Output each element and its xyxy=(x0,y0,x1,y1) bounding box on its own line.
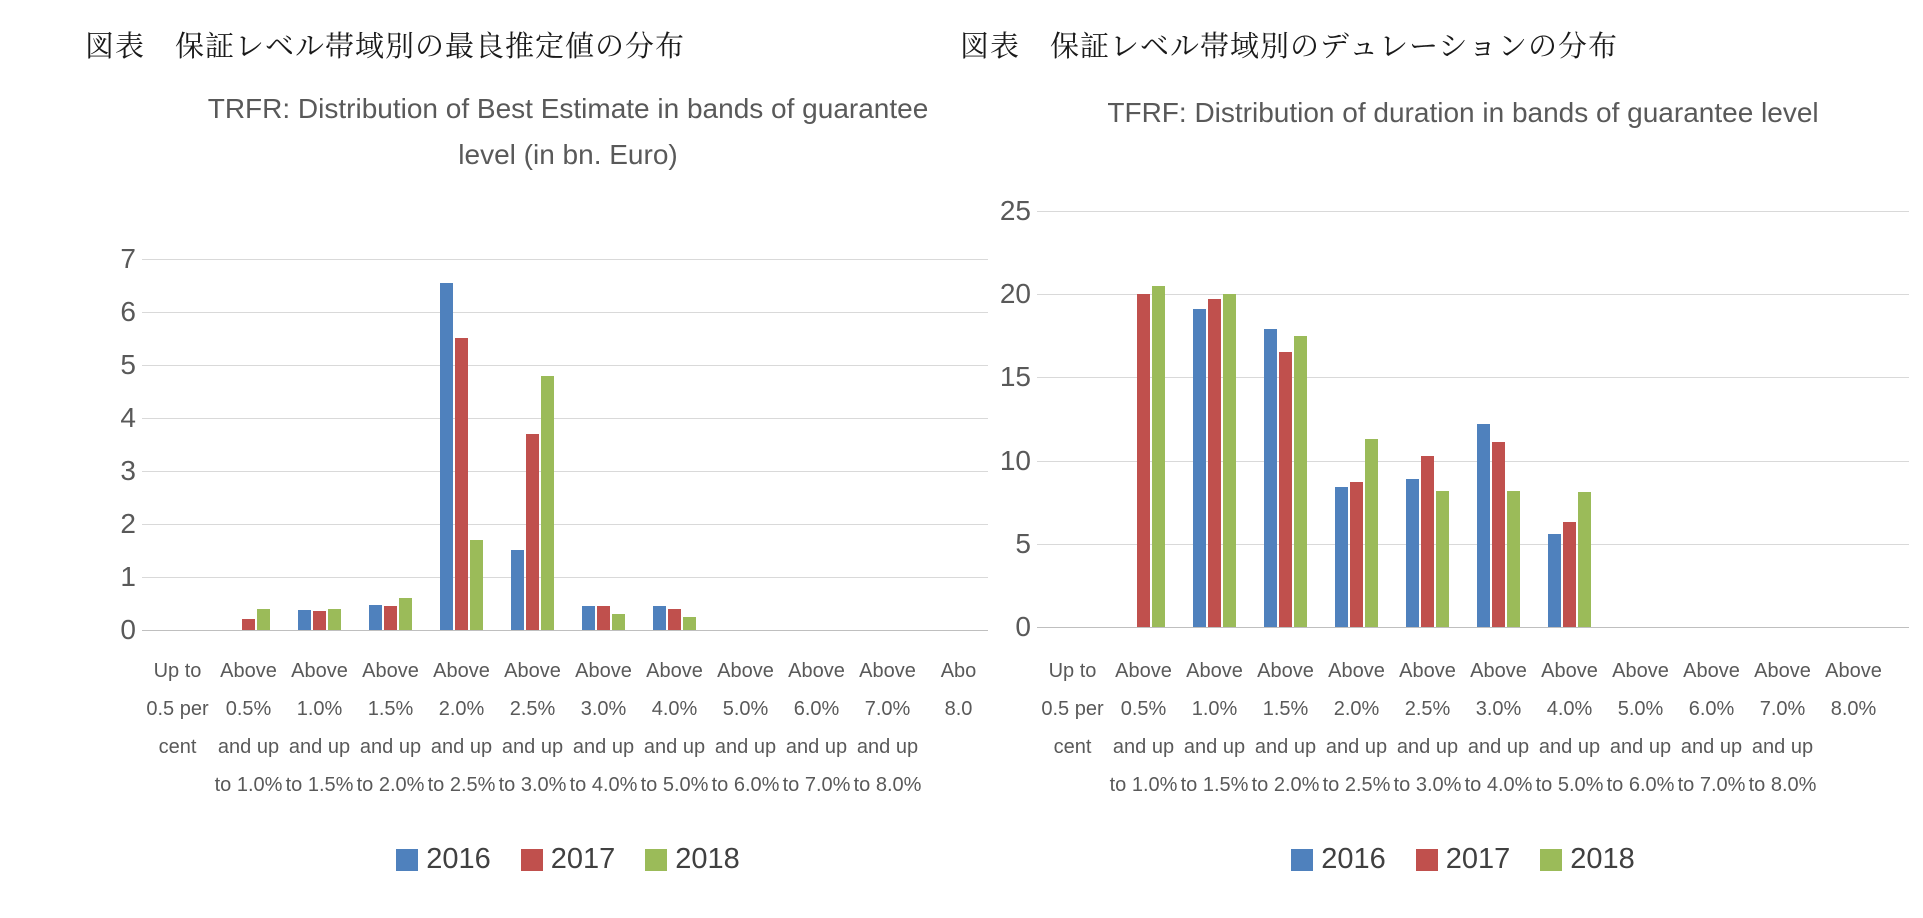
legend-swatch-icon xyxy=(1540,849,1562,871)
x-axis-tick-label-line: and up xyxy=(714,736,777,758)
category-group xyxy=(1747,211,1818,627)
y-axis-tick-label: 0 xyxy=(120,614,136,645)
x-axis-tick-label xyxy=(142,652,213,804)
duration-bar-chart xyxy=(992,0,1923,918)
plot-area xyxy=(142,259,988,630)
x-axis-tick-label-line: and up xyxy=(1680,736,1743,758)
bar-2017 xyxy=(1492,442,1505,627)
x-axis-tick-label xyxy=(1321,652,1392,804)
bar-2018 xyxy=(1436,491,1449,627)
bars-container xyxy=(142,259,988,630)
legend-swatch-icon xyxy=(645,849,667,871)
chart-title-line: TFRF: Distribution of duration in bands of guarantee level xyxy=(1107,97,1819,128)
legend-item-2018 xyxy=(645,845,740,874)
x-axis-tick-label-line: Above xyxy=(859,660,916,682)
category-group xyxy=(1392,211,1463,627)
bar-2018 xyxy=(328,609,341,630)
x-axis-tick-label-line: Above xyxy=(1754,660,1811,682)
y-axis-tick-label: 4 xyxy=(120,402,136,433)
x-axis-tick-label xyxy=(1534,652,1605,804)
x-axis-tick-label xyxy=(923,652,988,804)
bar-2017 xyxy=(455,338,468,630)
x-axis-tick-label-line: to 8.0% xyxy=(1748,774,1817,796)
x-axis-tick-label-line: and up xyxy=(1538,736,1601,758)
y-axis-tick-label: 5 xyxy=(1015,527,1031,559)
x-axis-tick-label xyxy=(1037,652,1108,804)
x-axis-tick-label xyxy=(355,652,426,804)
x-axis-tick-label-line: 0.5% xyxy=(225,698,272,720)
x-axis-tick-label-line: to 2.5% xyxy=(1322,774,1391,796)
x-axis-tick-label-line: to 1.0% xyxy=(214,774,283,796)
x-axis-tick-label xyxy=(213,652,284,804)
x-axis-tick-label-line: to 1.5% xyxy=(285,774,354,796)
legend-swatch-icon xyxy=(1291,849,1313,871)
category-group xyxy=(923,259,988,630)
bar-2018 xyxy=(1507,491,1520,627)
x-axis-tick-label-line: 3.0% xyxy=(1475,698,1522,720)
category-group xyxy=(781,259,852,630)
y-axis-tick-label: 15 xyxy=(999,361,1031,393)
x-axis-tick-label-line: and up xyxy=(1112,736,1175,758)
bar-2016 xyxy=(1264,329,1277,627)
x-axis-tick-label-line: 0.5% xyxy=(1120,698,1167,720)
x-axis-tick-label-line: and up xyxy=(643,736,706,758)
x-axis-tick-label-line: to 2.0% xyxy=(1251,774,1320,796)
bar-2018 xyxy=(1223,294,1236,627)
bar-2016 xyxy=(582,606,595,630)
bar-2018 xyxy=(683,617,696,630)
x-axis-line xyxy=(142,630,988,631)
bar-2017 xyxy=(1563,522,1576,627)
x-axis-tick-label-line: 1.0% xyxy=(1191,698,1238,720)
category-group xyxy=(1037,211,1108,627)
y-axis-tick-label: 5 xyxy=(120,349,136,380)
category-group xyxy=(1463,211,1534,627)
x-axis-tick-label-line: to 2.0% xyxy=(356,774,425,796)
bar-2018 xyxy=(612,614,625,630)
x-axis-tick-label xyxy=(1179,652,1250,804)
chart-title-line: TRFR: Distribution of Best Estimate in bands of guarantee xyxy=(207,93,929,124)
x-axis-tick-label xyxy=(639,652,710,804)
bar-2017 xyxy=(597,606,610,630)
x-axis-tick-label-line: 6.0% xyxy=(1688,698,1735,720)
legend-swatch-icon xyxy=(521,849,543,871)
x-axis-tick-label-line: Above xyxy=(1470,660,1527,682)
x-axis-tick-label-line: 7.0% xyxy=(864,698,911,720)
bar-2018 xyxy=(1365,439,1378,627)
x-axis-tick-label-line: 2.0% xyxy=(438,698,485,720)
category-group xyxy=(1676,211,1747,627)
category-group xyxy=(1818,211,1889,627)
y-axis-tick-label: 6 xyxy=(120,296,136,327)
x-axis-tick-label-line: Above xyxy=(717,660,774,682)
x-axis-tick-label-line: Up to xyxy=(1048,660,1097,682)
legend-swatch-icon xyxy=(1416,849,1438,871)
x-axis-tick-label-line: to 8.0% xyxy=(853,774,922,796)
bar-2016 xyxy=(511,550,524,630)
x-axis-tick-label-line: and up xyxy=(217,736,280,758)
y-axis-tick-label: 0 xyxy=(1015,611,1031,642)
x-axis-tick-label-line: and up xyxy=(1254,736,1317,758)
category-group xyxy=(355,259,426,630)
legend-label: 2016 xyxy=(426,843,491,875)
x-axis-tick-label-line: and up xyxy=(1751,736,1814,758)
x-axis-tick-label-line: to 4.0% xyxy=(1464,774,1533,796)
x-axis-tick-label xyxy=(1818,652,1889,804)
x-axis-tick-label-line: 5.0% xyxy=(1617,698,1664,720)
bar-2018 xyxy=(1294,336,1307,627)
bar-2016 xyxy=(298,610,311,630)
x-axis-tick-label xyxy=(1250,652,1321,804)
bar-2018 xyxy=(470,540,483,630)
chart-title-line: level (in bn. Euro) xyxy=(458,139,678,170)
x-axis-tick-label-line: 4.0% xyxy=(651,698,698,720)
x-axis-tick-label-line: to 1.0% xyxy=(1109,774,1178,796)
x-axis-tick-label-line: 3.0% xyxy=(580,698,627,720)
x-axis-tick-label-line: to 6.0% xyxy=(711,774,780,796)
legend-label: 2016 xyxy=(1321,843,1386,875)
x-axis-tick-label-line: 2.5% xyxy=(509,698,556,720)
x-axis-tick-label xyxy=(426,652,497,804)
legend-label: 2017 xyxy=(550,843,616,875)
x-axis-tick-label xyxy=(1676,652,1747,804)
x-axis-tick-label xyxy=(1463,652,1534,804)
legend-item-2016 xyxy=(1291,845,1386,874)
x-axis-tick-label-line: and up xyxy=(856,736,919,758)
x-axis-tick-label-line: to 3.0% xyxy=(498,774,567,796)
x-axis-tick-label-line: Above xyxy=(1257,660,1314,682)
category-group xyxy=(497,259,568,630)
x-axis-tick-label-line: Above xyxy=(575,660,632,682)
x-axis-tick-label-line: 2.0% xyxy=(1333,698,1380,720)
x-axis-tick-label-line: Above xyxy=(1541,660,1598,682)
x-axis-tick-label-line: Above xyxy=(1825,660,1882,682)
x-axis-tick-label xyxy=(1747,652,1818,804)
x-axis-tick-label-line: Above xyxy=(1328,660,1385,682)
x-axis-tick-label-line: cent xyxy=(158,736,197,758)
x-axis-tick-label-line: and up xyxy=(288,736,351,758)
x-axis-line xyxy=(1037,627,1909,628)
bar-2017 xyxy=(1208,299,1221,627)
x-axis-tick-label-line: 5.0% xyxy=(722,698,769,720)
legend-item-2017 xyxy=(1416,845,1511,874)
x-axis-tick-label-line: and up xyxy=(1467,736,1530,758)
category-group xyxy=(1179,211,1250,627)
plot-area xyxy=(1037,211,1889,627)
bar-2017 xyxy=(242,619,255,630)
x-axis-tick-label xyxy=(1605,652,1676,804)
bar-2016 xyxy=(1406,479,1419,627)
bar-2017 xyxy=(1350,482,1363,627)
x-axis-tick-label-line: cent xyxy=(1053,736,1092,758)
bar-2017 xyxy=(1279,352,1292,627)
category-group xyxy=(284,259,355,630)
y-axis-tick-label: 3 xyxy=(120,455,136,486)
category-group xyxy=(1250,211,1321,627)
bar-2016 xyxy=(653,606,666,630)
x-axis-tick-label xyxy=(497,652,568,804)
x-axis-tick-label-line: and up xyxy=(1183,736,1246,758)
x-axis-tick-label-line: to 6.0% xyxy=(1606,774,1675,796)
bar-2016 xyxy=(1193,309,1206,627)
y-axis-tick-label: 10 xyxy=(999,444,1031,476)
category-group xyxy=(568,259,639,630)
y-axis-tick-label: 7 xyxy=(120,243,136,274)
x-axis-tick-label-line: 0.5 per xyxy=(146,698,209,720)
x-axis-tick-label-line: Above xyxy=(1186,660,1243,682)
x-axis-tick-label-line: and up xyxy=(572,736,635,758)
bar-2017 xyxy=(668,609,681,630)
x-axis-tick-label-line: 2.5% xyxy=(1404,698,1451,720)
bar-2017 xyxy=(313,611,326,630)
x-axis-tick-label-line: Above xyxy=(504,660,561,682)
left-chart-japanese-heading: 図表 保証レベル帯域別の最良推定値の分布 xyxy=(85,31,686,63)
x-axis-tick-label xyxy=(1108,652,1179,804)
x-axis-tick-label-line: to 7.0% xyxy=(1677,774,1746,796)
bar-2018 xyxy=(257,609,270,630)
x-axis-tick-label-line: and up xyxy=(430,736,493,758)
x-axis-tick-label-line: and up xyxy=(785,736,848,758)
legend xyxy=(1037,845,1889,874)
bar-2018 xyxy=(1578,492,1591,627)
x-axis-tick-label-line: 6.0% xyxy=(793,698,840,720)
x-axis-tick-label-line: Above xyxy=(788,660,845,682)
category-group xyxy=(1605,211,1676,627)
bar-2018 xyxy=(1152,286,1165,627)
legend-label: 2018 xyxy=(675,843,740,875)
x-axis-tick-label-line: Above xyxy=(220,660,277,682)
x-axis-tick-label-line: to 5.0% xyxy=(1535,774,1604,796)
bar-2018 xyxy=(399,598,412,630)
legend-item-2016 xyxy=(396,845,491,874)
right-chart-japanese-heading: 図表 保証レベル帯域別のデュレーションの分布 xyxy=(960,31,1618,63)
x-axis-labels xyxy=(1037,652,1889,804)
x-axis-tick-label-line: Above xyxy=(1115,660,1172,682)
legend-item-2017 xyxy=(521,845,616,874)
bar-2017 xyxy=(526,434,539,630)
category-group xyxy=(142,259,213,630)
x-axis-tick-label-line: Above xyxy=(1612,660,1669,682)
x-axis-tick-label-line: Above xyxy=(362,660,419,682)
x-axis-tick-label xyxy=(852,652,923,804)
x-axis-tick-label-line: 8.0 xyxy=(944,698,973,720)
x-axis-tick-label-line: to 3.0% xyxy=(1393,774,1462,796)
bar-2017 xyxy=(384,606,397,630)
category-group xyxy=(1108,211,1179,627)
bars-container xyxy=(1037,211,1889,627)
x-axis-tick-label xyxy=(781,652,852,804)
x-axis-tick-label-line: and up xyxy=(1396,736,1459,758)
x-axis-tick-label-line: Above xyxy=(646,660,703,682)
x-axis-tick-label-line: to 5.0% xyxy=(640,774,709,796)
bar-2016 xyxy=(1477,424,1490,627)
legend-label: 2018 xyxy=(1570,843,1635,875)
legend-swatch-icon xyxy=(396,849,418,871)
x-axis-tick-label-line: Up to xyxy=(153,660,202,682)
category-group xyxy=(852,259,923,630)
x-axis-tick-label-line: Above xyxy=(291,660,348,682)
legend-item-2018 xyxy=(1540,845,1635,874)
category-group xyxy=(213,259,284,630)
bar-2016 xyxy=(440,283,453,630)
bar-2016 xyxy=(369,605,382,630)
x-axis-tick-label-line: and up xyxy=(1325,736,1388,758)
x-axis-tick-label-line: 4.0% xyxy=(1546,698,1593,720)
bar-2017 xyxy=(1421,456,1434,627)
x-axis-tick-label-line: Abo xyxy=(940,660,977,682)
x-axis-tick-label-line: 1.5% xyxy=(1262,698,1309,720)
x-axis-tick-label xyxy=(568,652,639,804)
y-axis-tick-label: 1 xyxy=(120,561,136,592)
category-group xyxy=(710,259,781,630)
bar-2017 xyxy=(1137,294,1150,627)
x-axis-tick-label xyxy=(710,652,781,804)
legend xyxy=(142,845,988,874)
x-axis-tick-label-line: 8.0% xyxy=(1830,698,1877,720)
x-axis-tick-label-line: Above xyxy=(1399,660,1456,682)
bar-2016 xyxy=(1548,534,1561,627)
category-group xyxy=(1321,211,1392,627)
chart-title xyxy=(1037,90,1889,136)
category-group xyxy=(426,259,497,630)
bar-2016 xyxy=(1335,487,1348,627)
x-axis-tick-label xyxy=(284,652,355,804)
x-axis-tick-label-line: Above xyxy=(433,660,490,682)
chart-title xyxy=(142,86,988,178)
x-axis-tick-label-line: to 1.5% xyxy=(1180,774,1249,796)
x-axis-tick-label-line: and up xyxy=(359,736,422,758)
y-axis-tick-label: 20 xyxy=(999,278,1031,310)
legend-label: 2017 xyxy=(1445,843,1511,875)
x-axis-tick-label-line: 7.0% xyxy=(1759,698,1806,720)
x-axis-tick-label-line: to 7.0% xyxy=(782,774,851,796)
x-axis-tick-label-line: and up xyxy=(1609,736,1672,758)
x-axis-tick-label-line: 0.5 per xyxy=(1041,698,1104,720)
best-estimate-bar-chart xyxy=(40,0,988,918)
y-axis-tick-label: 25 xyxy=(999,195,1031,226)
x-axis-tick-label-line: to 4.0% xyxy=(569,774,638,796)
x-axis-tick-label-line: Above xyxy=(1683,660,1740,682)
category-group xyxy=(1534,211,1605,627)
x-axis-tick-label-line: 1.0% xyxy=(296,698,343,720)
x-axis-labels xyxy=(142,652,988,804)
bar-2018 xyxy=(541,376,554,630)
y-axis-tick-label: 2 xyxy=(120,508,136,539)
category-group xyxy=(639,259,710,630)
x-axis-tick-label-line: and up xyxy=(501,736,564,758)
x-axis-tick-label-line: to 2.5% xyxy=(427,774,496,796)
x-axis-tick-label xyxy=(1392,652,1463,804)
x-axis-tick-label-line: 1.5% xyxy=(367,698,414,720)
